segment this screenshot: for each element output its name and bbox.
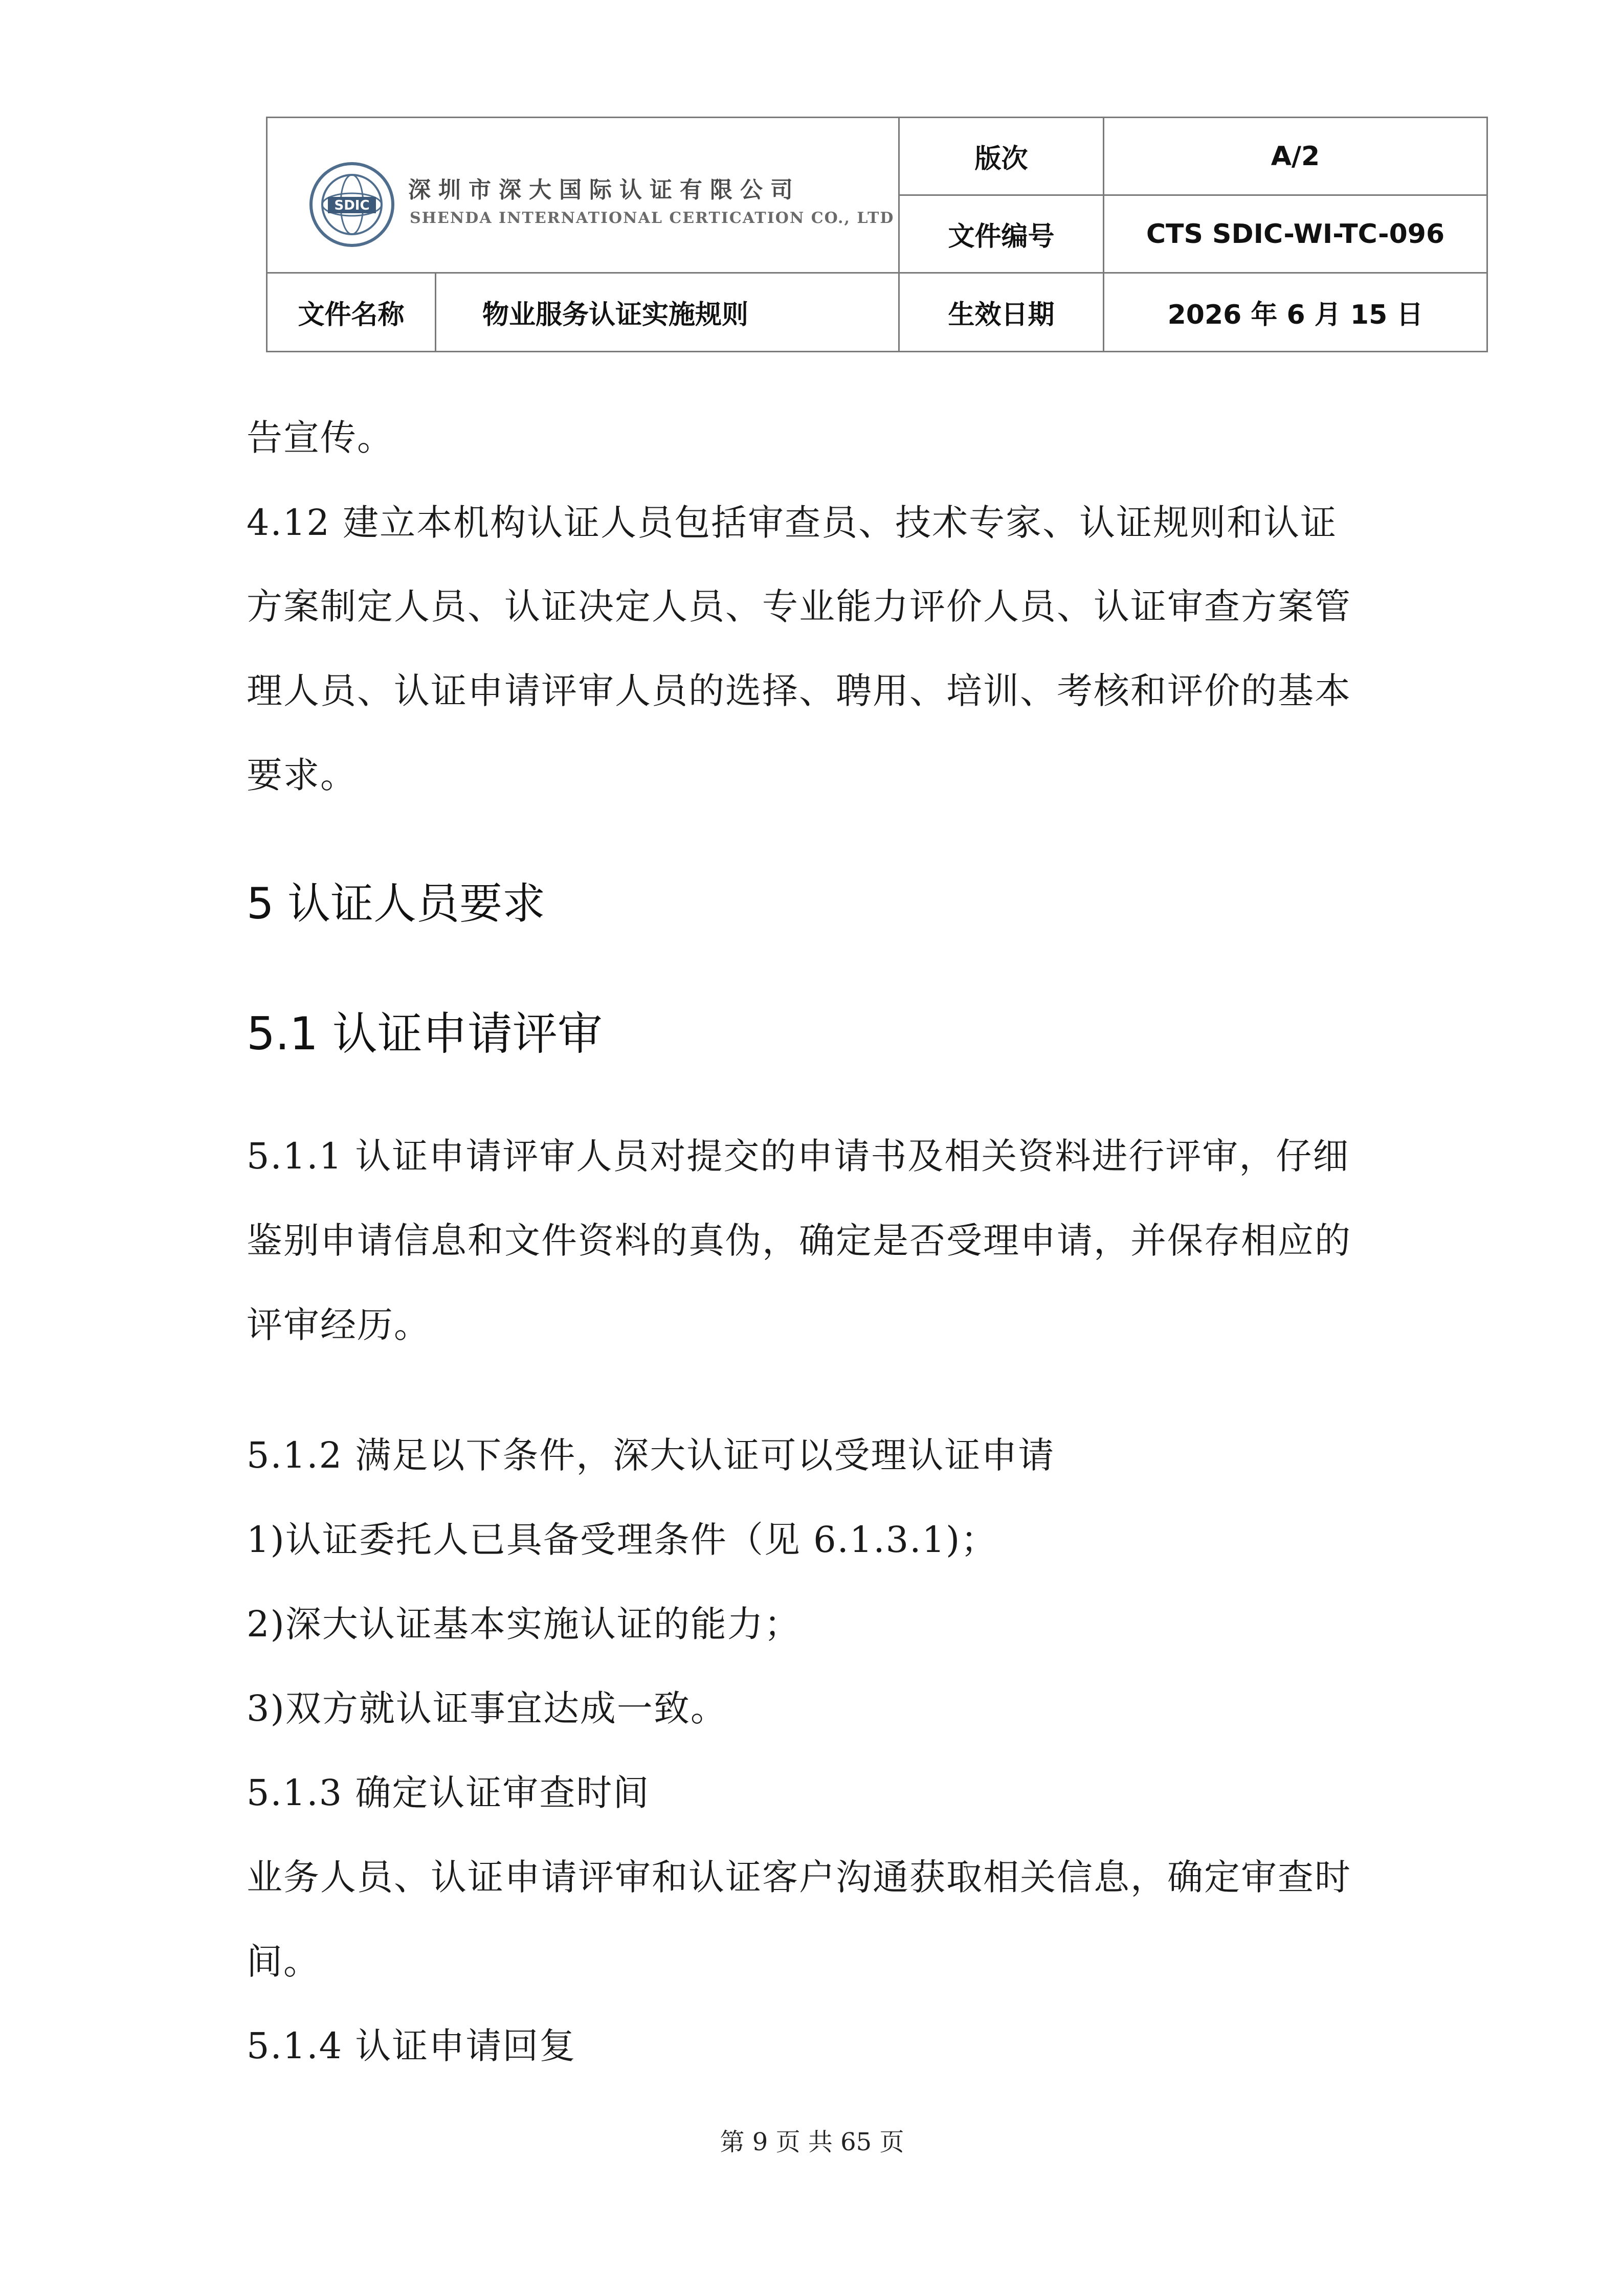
body-line: 5.1.2 满足以下条件，深大认证可以受理认证申请 <box>247 1434 1055 1476</box>
company-logo <box>308 152 1137 254</box>
body-line: 方案制定人员、认证决定人员、专业能力评价人员、认证审查方案管 <box>247 586 1351 627</box>
body-line: 要求。 <box>247 754 357 796</box>
company-name-cn: 深圳市深大国际认证有限公司 <box>408 177 800 203</box>
section-heading-5: 5 认证人员要求 <box>247 879 546 929</box>
version-value: A/2 <box>1104 118 1487 195</box>
body-line: 鉴别申请信息和文件资料的真伪，确定是否受理申请，并保存相应的 <box>247 1220 1351 1262</box>
body-line: 4.12 建立本机构认证人员包括审查员、技术专家、认证规则和认证 <box>247 502 1338 544</box>
doc-name-value: 物业服务认证实施规则 <box>436 273 899 352</box>
body-line: 5.1.1 认证申请评审人员对提交的申请书及相关资料进行评审，仔细 <box>247 1135 1350 1177</box>
document-header-table <box>266 117 1488 352</box>
body-line: 告宣传。 <box>247 417 394 459</box>
subsection-heading: 5.1.4 认证申请回复 <box>247 2025 576 2067</box>
effective-date-value: 2026 年 6 月 15 日 <box>1104 273 1487 352</box>
subsection-heading: 5.1.3 确定认证审查时间 <box>247 1772 650 1814</box>
body-line: 业务人员、认证申请评审和认证客户沟通获取相关信息，确定审查时 <box>247 1856 1351 1898</box>
body-line: 间。 <box>247 1941 320 1983</box>
body-line: 理人员、认证申请评审人员的选择、聘用、培训、考核和评价的基本 <box>247 670 1351 712</box>
sdic-seal-icon <box>308 161 395 248</box>
doc-name-label: 文件名称 <box>267 273 436 352</box>
page-number: 第 9 页 共 65 页 <box>720 2128 904 2156</box>
list-item: 3)双方就认证事宜达成一致。 <box>247 1687 727 1729</box>
body-line: 评审经历。 <box>247 1304 431 1346</box>
section-heading-5-1: 5.1 认证申请评审 <box>247 1007 603 1060</box>
company-name-en: SHENDA INTERNATIONAL CERTICATION CO., LTD <box>410 209 895 227</box>
company-logo-cell <box>267 118 899 273</box>
svg-text:SDIC: SDIC <box>334 198 370 213</box>
effective-date-label: 生效日期 <box>899 273 1104 352</box>
doc-number-label: 文件编号 <box>899 195 1104 273</box>
version-label: 版次 <box>899 118 1104 195</box>
list-item: 2)深大认证基本实施认证的能力； <box>247 1603 801 1645</box>
doc-number-value: CTS SDIC-WI-TC-096 <box>1104 195 1487 273</box>
list-item: 1)认证委托人已具备受理条件（见 6.1.3.1)； <box>247 1519 998 1561</box>
